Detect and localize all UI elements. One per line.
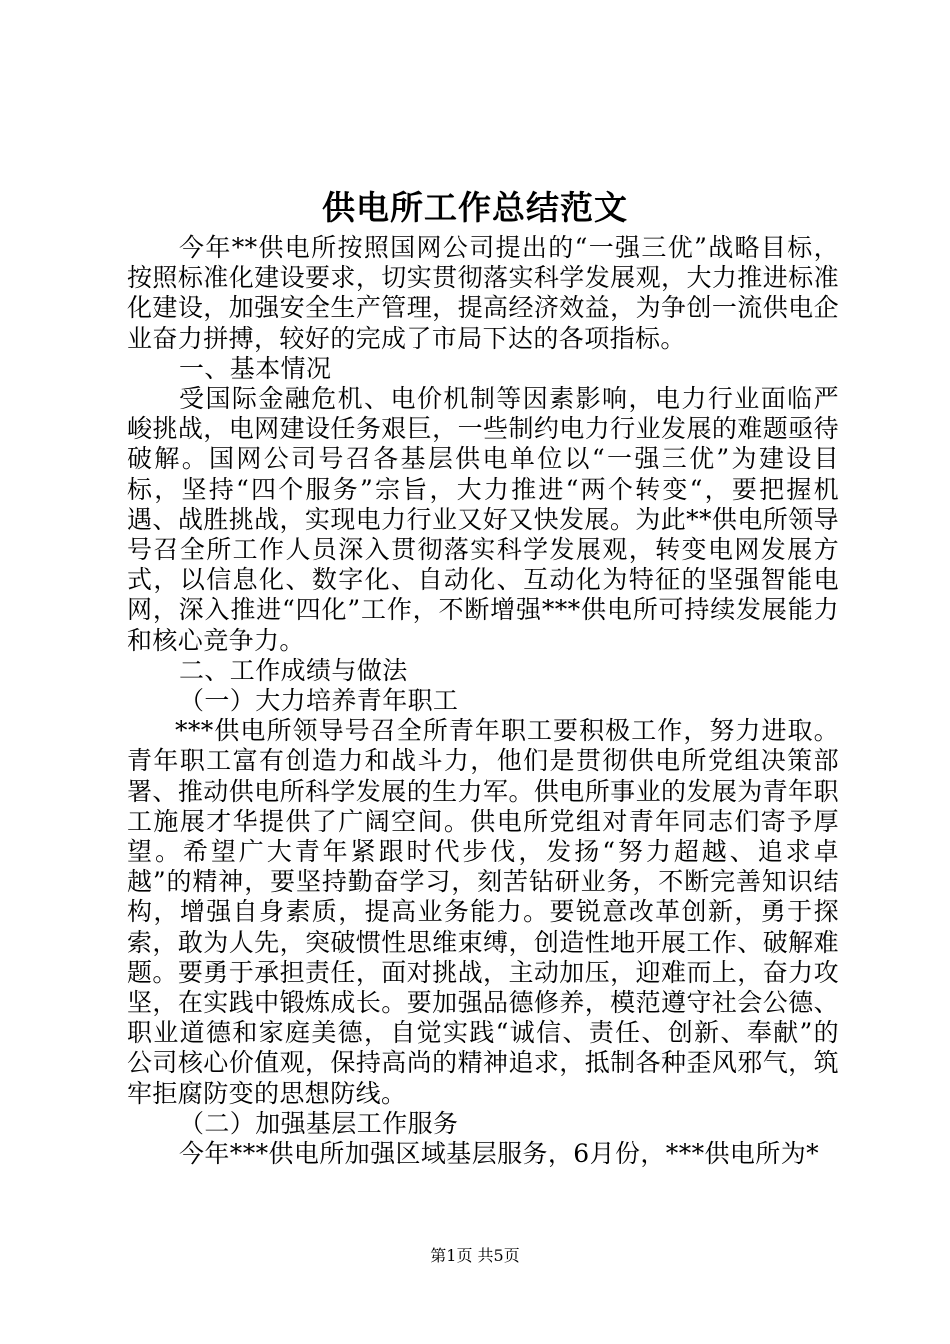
section-heading-basic-situation: 一、基本情况 [179, 353, 332, 383]
document-title: 供电所工作总结范文 [322, 188, 628, 227]
section-heading-achievements: 二、工作成绩与做法 [179, 655, 408, 685]
intro-paragraph: 今年**供电所按照国网公司提出的“一强三优”战略目标，按照标准化建设要求，切实贯彻落实科学发展观，大力推进标准化建设，加强安全生产管理，提高经济效益，为争创一流供电企业奋力拼搏，较好的完成了市局下达的各项指标。 [127, 233, 839, 353]
subsection-heading-service: （二）加强基层工作服务 [179, 1108, 459, 1138]
basic-situation-paragraph: 受国际金融危机、电价机制等因素影响，电力行业面临严峻挑战，电网建设任务艰巨，一些制约电力行业发展的难题亟待破解。国网公司号召各基层供电单位以“一强三优”为建设目标，坚持“四个服务”宗旨，大力推进“两个转变“，要把握机遇、战胜挑战，实现电力行业又好又快发展。为此**供电所领导号召全所工作人员深入贯彻落实科学发展观，转变电网发展方式，以信息化、数字化、自动化、互动化为特征的坚强智能电网，深入推进“四化”工作，不断增强***供电所可持续发展能力和核心竞争力。 [127, 384, 839, 655]
document-body [127, 233, 839, 1169]
youth-paragraph: ***供电所领导号召全所青年职工要积极工作，努力进取。青年职工富有创造力和战斗力，他们是贯彻供电所党组决策部署、推动供电所科学发展的生力军。供电所事业的发展为青年职工施展才华提供了广阔空间。供电所党组对青年同志们寄予厚望。希望广大青年紧跟时代步伐，发扬“努力超越、追求卓越”的精神，要坚持勤奋学习，刻苦钻研业务，不断完善知识结构，增强自身素质，提高业务能力。要锐意改革创新，勇于探索，敢为人先，突破惯性思维束缚，创造性地开展工作、破解难题。要勇于承担责任，面对挑战，主动加压，迎难而上，奋力攻坚，在实践中锻炼成长。要加强品德修养，模范遵守社会公德、职业道德和家庭美德，自觉实践“诚信、责任、创新、奉献”的公司核心价值观，保持高尚的精神追求，抵制各种歪风邪气，筑牢拒腐防变的思想防线。 [127, 716, 839, 1108]
service-paragraph: 今年***供电所加强区域基层服务，6月份，***供电所为* [179, 1139, 820, 1169]
subsection-heading-youth: （一）大力培养青年职工 [179, 686, 459, 716]
page-footer: 第1页 共5页 [430, 1246, 520, 1265]
